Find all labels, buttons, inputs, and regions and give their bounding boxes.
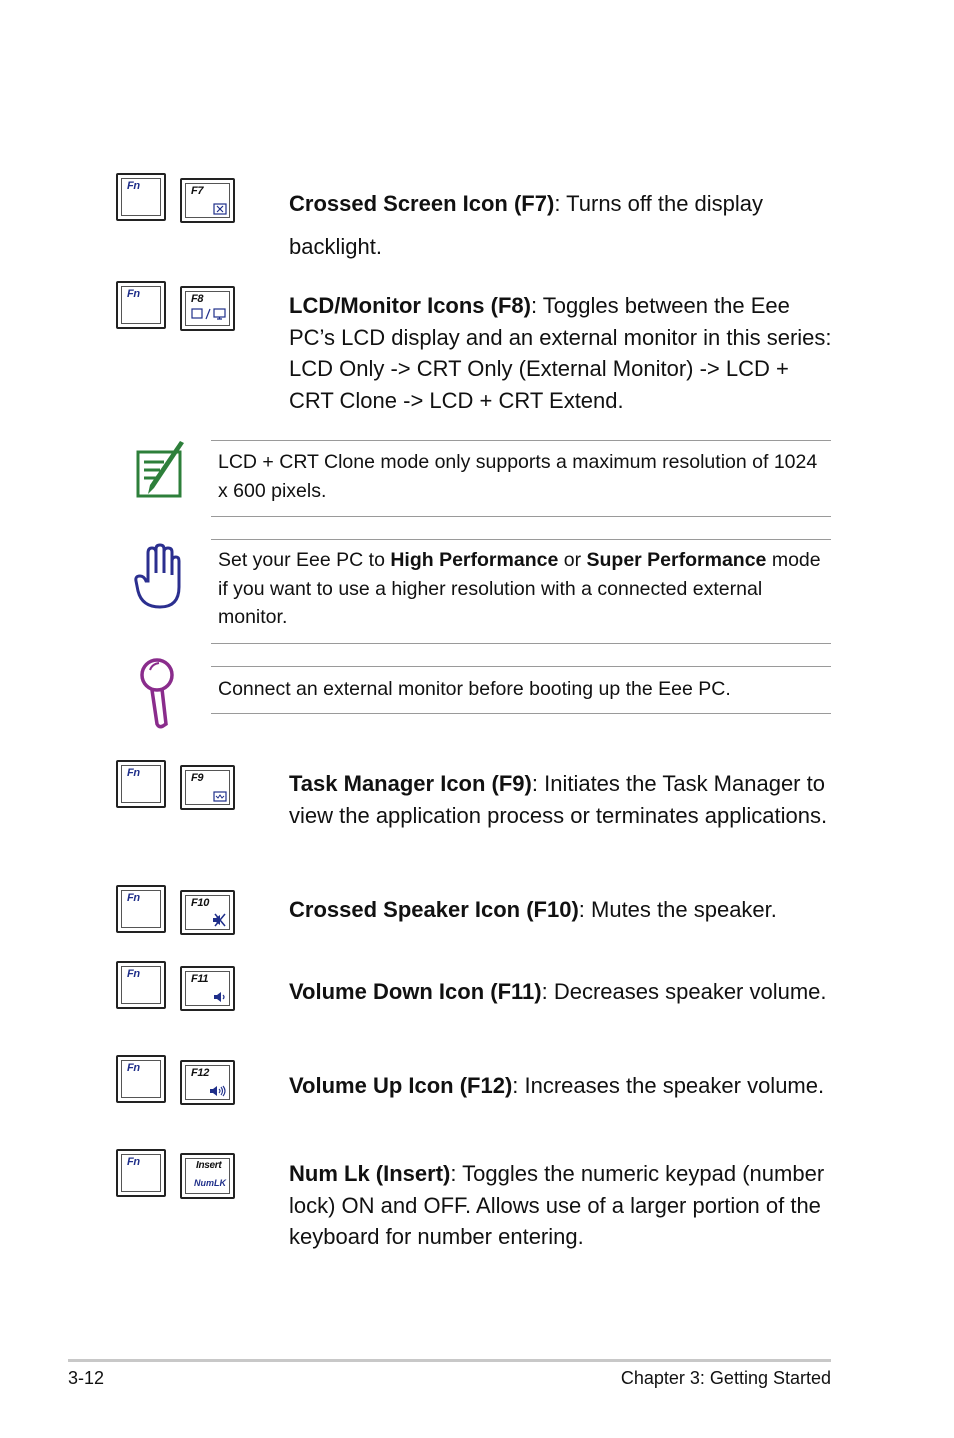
warning-bold-2: Super Performance <box>586 549 767 571</box>
fn-key <box>116 1055 166 1103</box>
warning-post: mode if you want to use a higher resolution with a connected external monitor. <box>218 549 821 628</box>
f7-key-label: F7 <box>191 185 204 197</box>
fn-key <box>116 760 166 808</box>
fn-key-label: Fn <box>127 767 140 779</box>
fn-key-label: Fn <box>127 288 140 300</box>
entry-f10 <box>289 894 834 926</box>
task-manager-icon <box>213 790 227 802</box>
f8-key <box>180 286 235 331</box>
numlk-key-label: NumLK <box>194 1178 226 1188</box>
f9-key <box>180 765 235 810</box>
entry-title: Task Manager Icon (F9) <box>289 771 532 796</box>
f7-key <box>180 178 235 223</box>
entry-text: : Toggles between the Eee PC’s LCD display and an external monitor in this series: LCD Only -> CRT Only (External Monitor) -> LCD + CRT Clone -> LCD + CRT Extend. <box>289 293 832 413</box>
crossed-screen-icon <box>213 203 227 215</box>
fn-key-label: Fn <box>127 1062 140 1074</box>
note-pencil-icon <box>134 440 188 500</box>
f10-key <box>180 890 235 935</box>
warning-mid: or <box>558 549 587 571</box>
note-box <box>211 440 831 517</box>
fn-key <box>116 1149 166 1197</box>
entry-title: Volume Down Icon (F11) <box>289 979 542 1004</box>
entry-title: Crossed Screen Icon (F7) <box>289 191 555 216</box>
note-text: LCD + CRT Clone mode only supports a maximum resolution of 1024 x 600 pixels. <box>218 451 818 502</box>
f10-key-label: F10 <box>191 897 210 909</box>
fn-key <box>116 961 166 1009</box>
entry-insert <box>289 1158 834 1253</box>
entry-title: LCD/Monitor Icons (F8) <box>289 293 531 318</box>
entry-text: : Mutes the speaker. <box>578 897 777 922</box>
fn-key <box>116 885 166 933</box>
warning-pre: Set your Eee PC to <box>218 549 391 571</box>
tip-box <box>211 666 831 714</box>
volume-up-icon <box>209 1085 227 1097</box>
f12-key-label: F12 <box>191 1067 210 1079</box>
magnifier-tip-icon <box>138 656 178 730</box>
fn-key-label: Fn <box>127 1156 140 1168</box>
entry-f11 <box>289 970 834 1013</box>
footer-rule <box>68 1359 831 1362</box>
lcd-monitor-icon <box>190 307 228 321</box>
entry-f7 <box>289 182 834 268</box>
insert-key-label: Insert <box>196 1160 222 1171</box>
entry-f12 <box>289 1064 834 1107</box>
entry-text: : Increases the speaker volume. <box>512 1073 825 1098</box>
tip-text: Connect an external monitor before booting up the Eee PC. <box>218 678 731 700</box>
f9-key-label: F9 <box>191 772 204 784</box>
chapter-title: Chapter 3: Getting Started <box>620 1368 831 1388</box>
entry-f9 <box>289 768 834 831</box>
fn-key-label: Fn <box>127 180 140 192</box>
f11-key <box>180 966 235 1011</box>
f11-key-label: F11 <box>191 973 209 985</box>
entry-text: : Decreases speaker volume. <box>541 979 827 1004</box>
page-number: 3-12 <box>68 1368 105 1388</box>
entry-title: Volume Up Icon (F12) <box>289 1073 513 1098</box>
crossed-speaker-icon <box>211 913 227 927</box>
entry-text: : Initiates the Task Manager to view the application process or terminates applications. <box>289 771 828 828</box>
f12-key <box>180 1060 235 1105</box>
entry-f8 <box>289 290 834 416</box>
warning-box <box>211 539 831 644</box>
fn-key <box>116 281 166 329</box>
f8-key-label: F8 <box>191 293 204 305</box>
volume-down-icon <box>213 991 227 1003</box>
fn-key-label: Fn <box>127 892 140 904</box>
warning-bold-1: High Performance <box>390 549 559 571</box>
entry-text: : Toggles the numeric keypad (number lock) ON and OFF. Allows use of a larger portion of the keyboard for number entering. <box>289 1161 825 1249</box>
entry-text: : Turns off the display backlight. <box>289 191 764 259</box>
warning-hand-icon <box>134 543 182 611</box>
entry-title: Num Lk (Insert) <box>289 1161 451 1186</box>
entry-title: Crossed Speaker Icon (F10) <box>289 897 579 922</box>
fn-key <box>116 173 166 221</box>
insert-key <box>180 1153 235 1199</box>
fn-key-label: Fn <box>127 968 140 980</box>
